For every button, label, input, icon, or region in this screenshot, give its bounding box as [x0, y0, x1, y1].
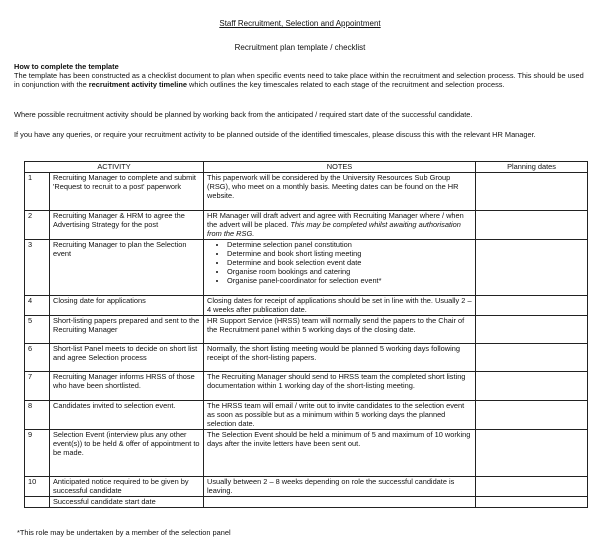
notes-cell: [204, 211, 476, 240]
activity-cell: Short-list Panel meets to decide on short list and agree Selection process: [50, 344, 204, 372]
howto-text-b: which outlines the key timescales related to each stage of the recruitment and selection process.: [186, 80, 505, 89]
planning-date-cell[interactable]: [476, 211, 588, 240]
header-planning-dates: Planning dates: [476, 162, 588, 173]
planning-date-cell[interactable]: [476, 372, 588, 401]
row-number: 2: [25, 211, 50, 240]
activity-cell: Selection Event (interview plus any other event(s)) to be held & offer of appointment to be made.: [50, 430, 204, 477]
activity-cell: Recruiting Manager to complete and submit 'Request to recruit to a post' paperwork: [50, 173, 204, 211]
table-row: [25, 240, 588, 296]
document-title: Staff Recruitment, Selection and Appointment: [219, 19, 381, 28]
queries-paragraph: If you have any queries, or require your recruitment activity to be planned outside of the identified timescales, please discuss this with the relevant HR Manager.: [14, 130, 536, 139]
row-number: 5: [25, 316, 50, 344]
notes-cell: The HRSS team will email / write out to invite candidates to the selection event as soon as possible but as a minimum within 5 working days the planned selection date.: [204, 401, 476, 430]
notes-cell: This paperwork will be considered by the University Resources Sub Group (RSG), who meet on a monthly basis. Meeting dates can be found on the HR website.: [204, 173, 476, 211]
planning-date-cell[interactable]: [476, 240, 588, 296]
planning-date-cell[interactable]: [476, 477, 588, 497]
planning-date-cell[interactable]: [476, 497, 588, 508]
row-number: 7: [25, 372, 50, 401]
where-possible-paragraph: Where possible recruitment activity should be planned by working back from the anticipated / required start date of the successful candidate.: [14, 110, 473, 119]
activity-cell: Candidates invited to selection event.: [50, 401, 204, 430]
activity-cell: Short-listing papers prepared and sent to the Recruiting Manager: [50, 316, 204, 344]
table-row: [25, 372, 588, 401]
activity-cell: Anticipated notice required to be given by successful candidate: [50, 477, 204, 497]
activity-cell: Recruiting Manager & HRM to agree the Advertising Strategy for the post: [50, 211, 204, 240]
howto-text-bold: recruitment activity timeline: [88, 80, 187, 89]
activity-cell: Recruiting Manager informs HRSS of those who have been shortlisted.: [50, 372, 204, 401]
list-item: • Organise room bookings and catering: [227, 267, 472, 276]
table-row: [25, 211, 588, 240]
planning-date-cell[interactable]: [476, 296, 588, 316]
notes-cell: Usually between 2 – 8 weeks depending on role the successful candidate is leaving.: [204, 477, 476, 497]
notes-italic-text: This may be completed whilst awaiting authorisation from the RSG.: [207, 220, 461, 238]
howto-heading: How to complete the template: [14, 62, 119, 71]
planning-date-cell[interactable]: [476, 173, 588, 211]
row-number: 3: [25, 240, 50, 296]
table-row: [25, 173, 588, 211]
list-item: • Determine selection panel constitution: [227, 240, 472, 249]
row-number: 1: [25, 173, 50, 211]
table-row: [25, 401, 588, 430]
activity-cell: Recruiting Manager to plan the Selection event: [50, 240, 204, 296]
planning-date-cell[interactable]: [476, 401, 588, 430]
list-item: • Determine and book selection event date: [227, 258, 472, 267]
list-item: • Determine and book short listing meeting: [227, 249, 472, 258]
planning-date-cell[interactable]: [476, 344, 588, 372]
howto-text-a: The template has been constructed as a checklist document to plan when specific events need to take place within the recruitment and selection process. This should be used in conjunction with the: [14, 71, 584, 89]
table-row: [25, 296, 588, 316]
row-number: 6: [25, 344, 50, 372]
row-number: 8: [25, 401, 50, 430]
notes-cell: Closing dates for receipt of applications should be set in line with the. Usually 2 – 4 weeks after publication date.: [204, 296, 476, 316]
notes-cell: Normally, the short listing meeting would be planned 5 working days following receipt of the short-listing papers.: [204, 344, 476, 372]
table-row: [25, 344, 588, 372]
notes-cell: The Selection Event should be held a minimum of 5 and maximum of 10 working days after the invite letters have been sent out.: [204, 430, 476, 477]
howto-paragraph: [14, 71, 590, 89]
table-row: [25, 477, 588, 497]
planning-date-cell[interactable]: [476, 316, 588, 344]
row-number: 9: [25, 430, 50, 477]
row-number: [25, 497, 50, 508]
planning-date-cell[interactable]: [476, 430, 588, 477]
row-number: 4: [25, 296, 50, 316]
document-subtitle: Recruitment plan template / checklist: [234, 43, 366, 52]
recruitment-checklist-table: [24, 161, 588, 508]
footnote: *This role may be undertaken by a member of the selection panel: [17, 528, 231, 537]
row-number: 10: [25, 477, 50, 497]
header-notes: NOTES: [204, 162, 476, 173]
selection-event-checklist: [207, 240, 472, 285]
table-row: [25, 497, 588, 508]
activity-cell: Closing date for applications: [50, 296, 204, 316]
notes-cell: The Recruiting Manager should send to HRSS team the completed short listing documentation within 1 working day of the short-listing meeting.: [204, 372, 476, 401]
notes-text: HR Manager will draft advert and agree with Recruiting Manager where / when the advert will be placed.: [207, 211, 464, 229]
notes-cell: HR Support Service (HRSS) team will normally send the papers to the Chair of the Recruitment panel within 5 working days of the closing date.: [204, 316, 476, 344]
list-item: • Organise panel-coordinator for selection event*: [227, 276, 472, 285]
table-row: [25, 430, 588, 477]
notes-cell: [204, 240, 476, 296]
table-row: [25, 316, 588, 344]
activity-cell: Successful candidate start date: [50, 497, 204, 508]
table-header-row: [25, 162, 588, 173]
notes-cell: [204, 497, 476, 508]
header-activity: ACTIVITY: [25, 162, 204, 173]
